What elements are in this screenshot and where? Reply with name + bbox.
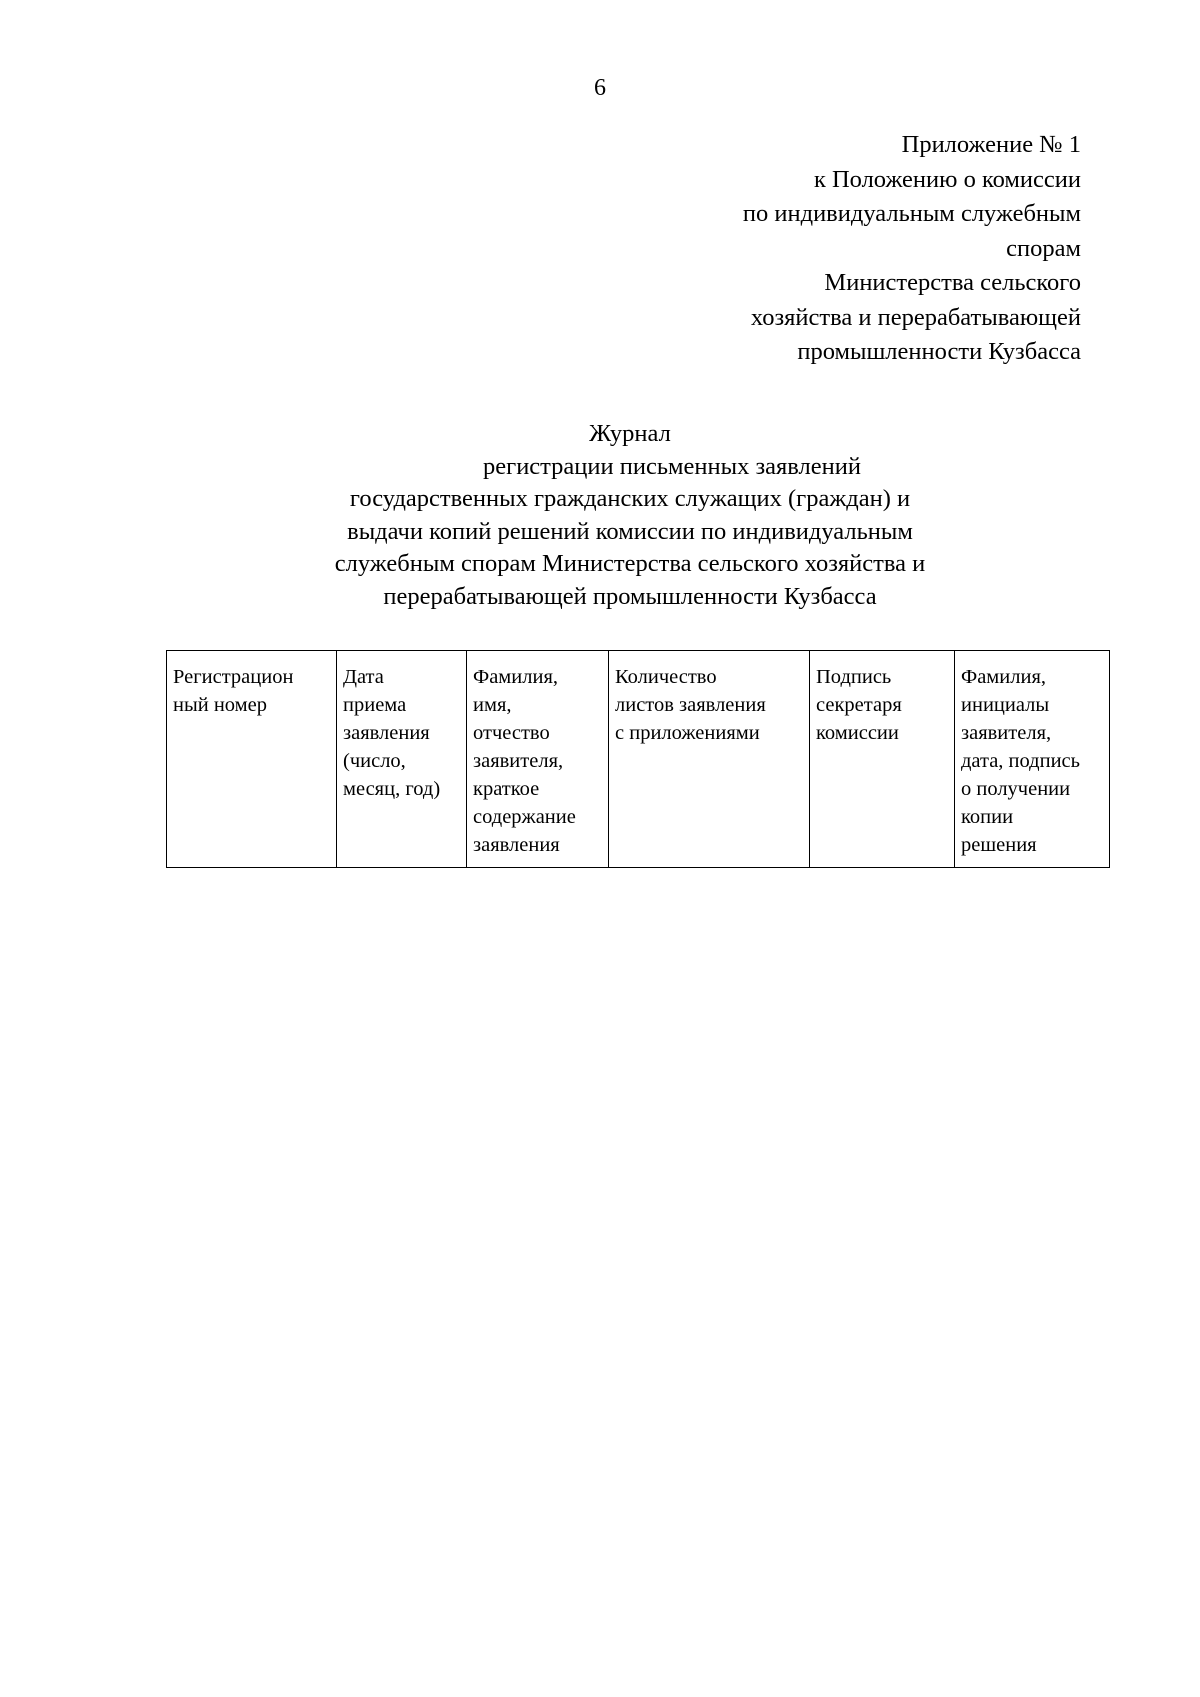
header-cell-line: имя,	[473, 694, 512, 716]
page-number: 6	[594, 75, 606, 101]
journal-table	[166, 650, 1110, 868]
header-cell-line: инициалы	[961, 694, 1050, 716]
header-cell-line: Дата	[343, 666, 384, 688]
header-cell-line: Регистрацион	[173, 666, 294, 688]
header-cell-line: (число,	[343, 750, 406, 772]
header-cell-line: листов заявления	[615, 694, 766, 716]
header-cell-line: дата, подпись	[961, 750, 1081, 772]
appendix-line: Министерства сельского	[824, 269, 1081, 296]
journal-title-line: регистрации письменных заявлений	[483, 452, 861, 480]
appendix-line: по индивидуальным служебным	[742, 200, 1081, 227]
journal-title	[0, 418, 1200, 613]
header-cell-line: Подпись	[816, 666, 892, 688]
header-cell-line: содержание	[473, 806, 576, 828]
header-cell-line: секретаря	[816, 694, 902, 716]
header-sheet-count	[609, 651, 810, 868]
header-cell-line: о получении	[961, 778, 1071, 800]
header-cell-line: Фамилия,	[473, 666, 558, 688]
header-cell-line: ный номер	[173, 694, 267, 716]
header-registration-number	[167, 651, 337, 868]
journal-title-line: Журнал	[589, 420, 671, 447]
appendix-reference	[661, 128, 1081, 370]
appendix-line: промышленности Кузбасса	[797, 338, 1081, 365]
header-cell-line: заявления	[343, 722, 430, 744]
header-cell-line: решения	[961, 834, 1037, 856]
header-cell-line: Фамилия,	[961, 666, 1046, 688]
header-receipt-of-copy	[955, 651, 1110, 868]
header-cell-line: приема	[343, 694, 407, 716]
header-applicant-name-summary	[467, 651, 609, 868]
header-receipt-date	[337, 651, 467, 868]
header-cell-line: с приложениями	[615, 722, 760, 744]
journal-title-line: служебным спорам Министерства сельского хозяйства и	[334, 550, 926, 577]
header-cell-line: заявления	[473, 834, 560, 856]
header-cell-line: заявителя,	[473, 750, 564, 772]
header-cell-line: отчество	[473, 722, 550, 744]
journal-title-line: выдачи копий решений комиссии по индивидуальным	[347, 517, 913, 545]
header-cell-line: Количество	[615, 666, 717, 688]
appendix-line: хозяйства и перерабатывающей	[750, 303, 1081, 331]
journal-title-line: перерабатывающей промышленности Кузбасса	[383, 582, 877, 610]
header-cell-line: заявителя,	[961, 722, 1052, 744]
header-secretary-signature	[810, 651, 955, 868]
header-cell-line: комиссии	[816, 722, 899, 744]
header-cell-line: копии	[961, 806, 1014, 828]
header-cell-line: краткое	[473, 778, 540, 800]
journal-table-header-row	[167, 651, 1110, 868]
header-cell-line: месяц, год)	[343, 778, 441, 800]
appendix-line: спорам	[1006, 234, 1081, 262]
appendix-line: к Положению о комиссии	[813, 165, 1081, 193]
journal-title-line: государственных гражданских служащих (граждан) и	[349, 485, 911, 512]
appendix-line: Приложение № 1	[901, 131, 1081, 158]
